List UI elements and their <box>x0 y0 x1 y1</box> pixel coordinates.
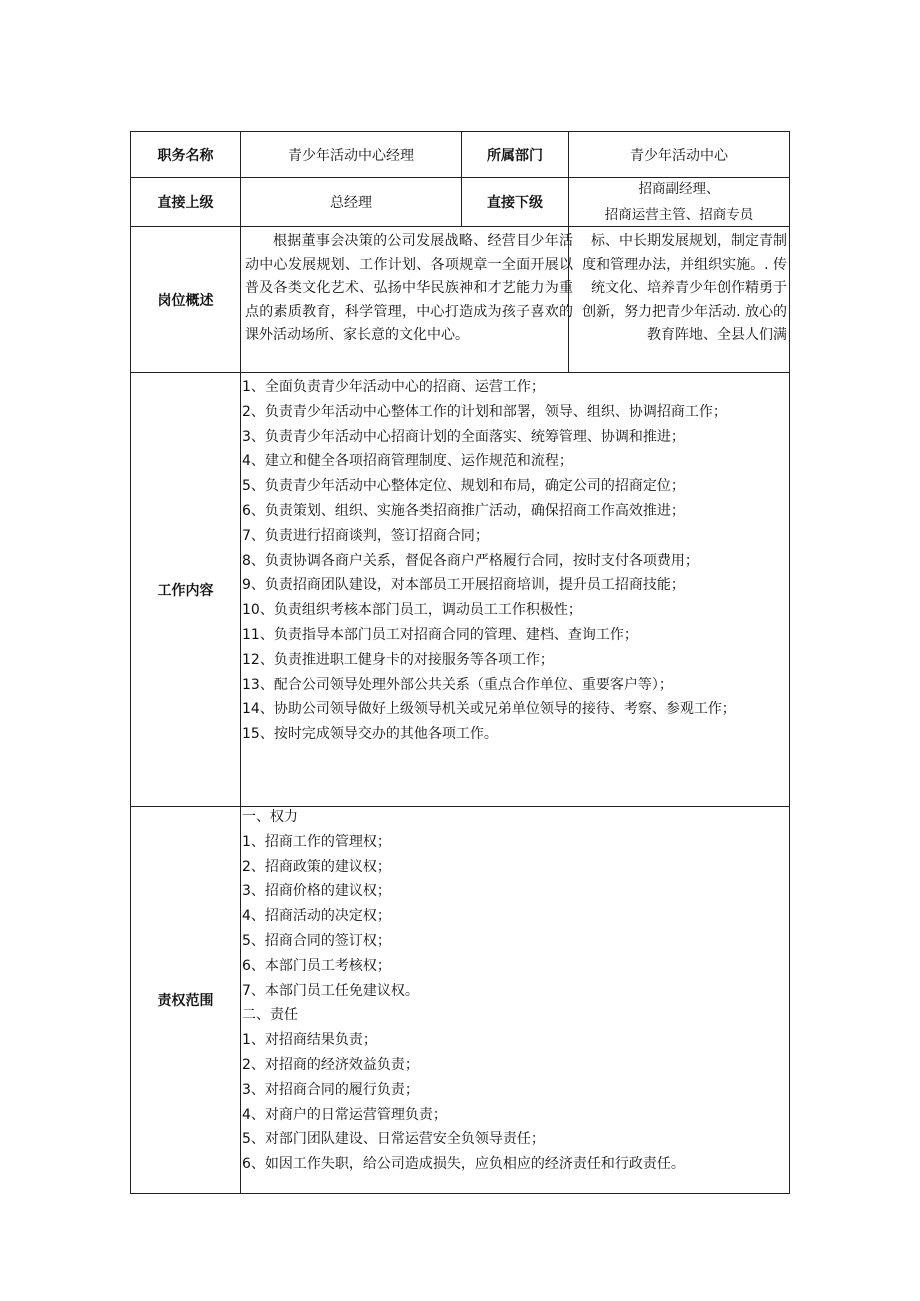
list-item: 6、如因工作失职，给公司造成损失，应负相应的经济责任和行政责任。 <box>242 1156 685 1173</box>
subordinate-line: 招商运营主管、招商专员 <box>604 207 754 223</box>
overview-right-text <box>572 230 787 348</box>
department-label: 所属部门 <box>487 147 543 164</box>
overview-right-line: 创新，努力把青少年活动. 放心的 <box>582 303 787 320</box>
list-item: 7、本部门员工任免建议权。 <box>242 982 419 999</box>
scope-label: 责权范围 <box>157 993 214 1009</box>
direct-superior-label: 直接上级 <box>157 195 214 211</box>
list-item: 1、对招商结果负责； <box>242 1032 377 1049</box>
job-description-table <box>130 131 790 1194</box>
list-item: 4、建立和健全各项招商管理制度、运作规范和流程； <box>242 453 573 470</box>
list-item: 4、招商活动的决定权； <box>242 908 391 925</box>
list-item: 8、负责协调各商户关系，督促各商户严格履行合同，按时支付各项费用； <box>242 552 699 569</box>
list-item: 2、负责青少年活动中心整体工作的计划和部署，领导、组织、协调招商工作； <box>242 403 727 420</box>
subordinate-line: 招商副经理、 <box>638 181 720 197</box>
overview-right-line: 统文化、培养青少年创作精勇于 <box>591 280 787 296</box>
list-item: 5、负责青少年活动中心整体定位、规划和布局，确定公司的招商定位； <box>242 478 685 495</box>
work-content-label: 工作内容 <box>157 582 214 599</box>
list-item: 3、对招商合同的履行负责； <box>242 1081 419 1098</box>
direct-subordinate-value <box>569 178 789 226</box>
list-item: 二、责任 <box>242 1007 298 1024</box>
list-item: 15、按时完成领导交办的其他各项工作。 <box>242 726 498 743</box>
direct-superior-value: 总经理 <box>330 195 372 211</box>
list-item: 2、对招商的经济效益负责； <box>242 1056 419 1073</box>
job-title-value: 青少年活动中心经理 <box>288 147 414 164</box>
job-title-label: 职务名称 <box>157 147 214 164</box>
overview-right-line: 度和管理办法，并组织实施。. 传 <box>582 256 787 273</box>
list-item: 1、全面负责青少年活动中心的招商、运营工作； <box>242 379 545 395</box>
list-item: 7、负责进行招商谈判，签订招商合同； <box>242 527 489 544</box>
list-item: 12、负责推进职工健身卡的对接服务等各项工作； <box>242 651 554 668</box>
list-item: 6、负责策划、组织、实施各类招商推广活动，确保招商工作高效推进； <box>242 502 685 519</box>
overview-right-line: 标、中长期发展规划，制定青制 <box>591 233 787 249</box>
list-item: 3、招商价格的建议权； <box>242 883 391 900</box>
list-item: 14、协助公司领导做好上级领导机关或兄弟单位领导的接待、考察、参观工作； <box>242 701 736 718</box>
scope-list <box>242 805 787 1177</box>
list-item: 9、负责招商团队建设，对本部员工开展招商培训，提升员工招商技能； <box>242 577 685 594</box>
list-item: 6、本部门员工考核权； <box>242 957 391 974</box>
list-item: 1、招商工作的管理权； <box>242 833 391 850</box>
list-item: 13、配合公司领导处理外部公共关系（重点合作单位、重要客户等）； <box>242 676 673 693</box>
direct-subordinate-label: 直接下级 <box>487 195 543 211</box>
overview-right-line: 教育阵地、全县人们满 <box>647 327 787 343</box>
work-content-list <box>242 375 787 747</box>
list-item: 4、对商户的日常运营管理负责； <box>242 1106 447 1123</box>
list-item: 5、对部门团队建设、日常运营安全负领导责任； <box>242 1131 545 1148</box>
list-item: 一、权力 <box>242 809 298 825</box>
list-item: 2、招商政策的建议权； <box>242 858 391 875</box>
list-item: 5、招商合同的签订权； <box>242 932 391 949</box>
department-value: 青少年活动中心 <box>630 147 728 164</box>
overview-left-text: 根据董事会决策的公司发展战略、经营目少年活动中心发展规划、工作计划、各项规章一全面开展以普及各类文化艺术、弘扬中华民族神和才艺能力为重点的素质教育，科学管理，中心打造成为孩子喜欢的课外活动场所、家长意的文化中心。 <box>245 233 573 343</box>
list-item: 10、负责组织考核本部门员工，调动员工工作积极性； <box>242 602 582 619</box>
list-item: 3、负责青少年活动中心招商计划的全面落实、统筹管理、协调和推进； <box>242 428 685 445</box>
list-item: 11、负责指导本部门员工对招商合同的管理、建档、查询工作； <box>242 626 638 643</box>
overview-label: 岗位概述 <box>157 292 214 309</box>
